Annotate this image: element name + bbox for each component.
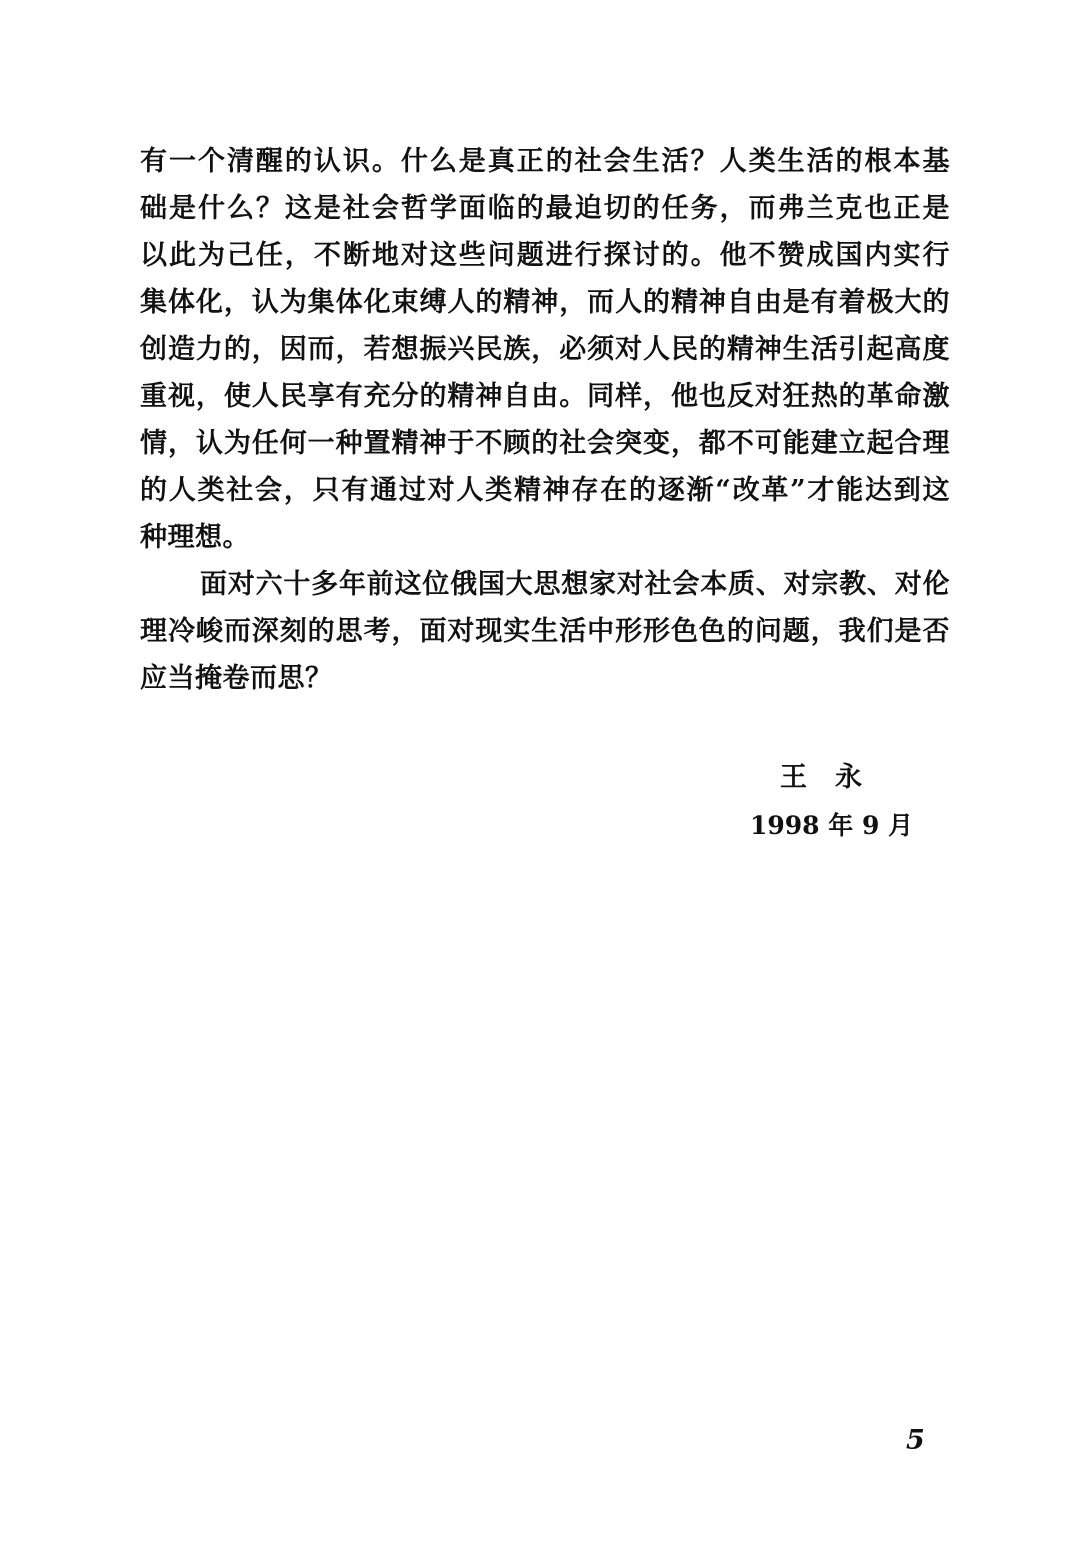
text-line: 础是什么？这是社会哲学面临的最迫切的任务，而弗兰克也正是	[140, 193, 950, 224]
signature-date: 1998 年 9 月	[750, 811, 914, 840]
text-line: 的人类社会，只有通过对人类精神存在的逐渐“改革”才能达到这	[140, 475, 950, 506]
text-line: 情，认为任何一种置精神于不顾的社会突变，都不可能建立起合理	[140, 428, 950, 459]
paragraph-2	[140, 561, 950, 702]
text-line: 有一个清醒的认识。什么是真正的社会生活？人类生活的根本基	[140, 146, 950, 177]
text-line: 面对六十多年前这位俄国大思想家对社会本质、对宗教、对伦	[200, 569, 950, 600]
text-line: 以此为己任，不断地对这些问题进行探讨的。他不赞成国内实行	[140, 240, 950, 271]
page-number: 5	[906, 1425, 925, 1456]
text-line: 种理想。	[140, 522, 250, 553]
body-text	[140, 138, 950, 702]
author-signature: 王永	[780, 762, 890, 793]
text-line: 创造力的，因而，若想振兴民族，必须对人民的精神生活引起高度	[140, 334, 950, 365]
text-line: 应当掩卷而思？	[140, 663, 333, 694]
text-line: 理冷峻而深刻的思考，面对现实生活中形形色色的问题，我们是否	[140, 616, 950, 647]
text-line: 重视，使人民享有充分的精神自由。同样，他也反对狂热的革命激	[140, 381, 950, 412]
paragraph-1	[140, 138, 950, 561]
text-line: 集体化，认为集体化束缚人的精神，而人的精神自由是有着极大的	[140, 287, 950, 318]
